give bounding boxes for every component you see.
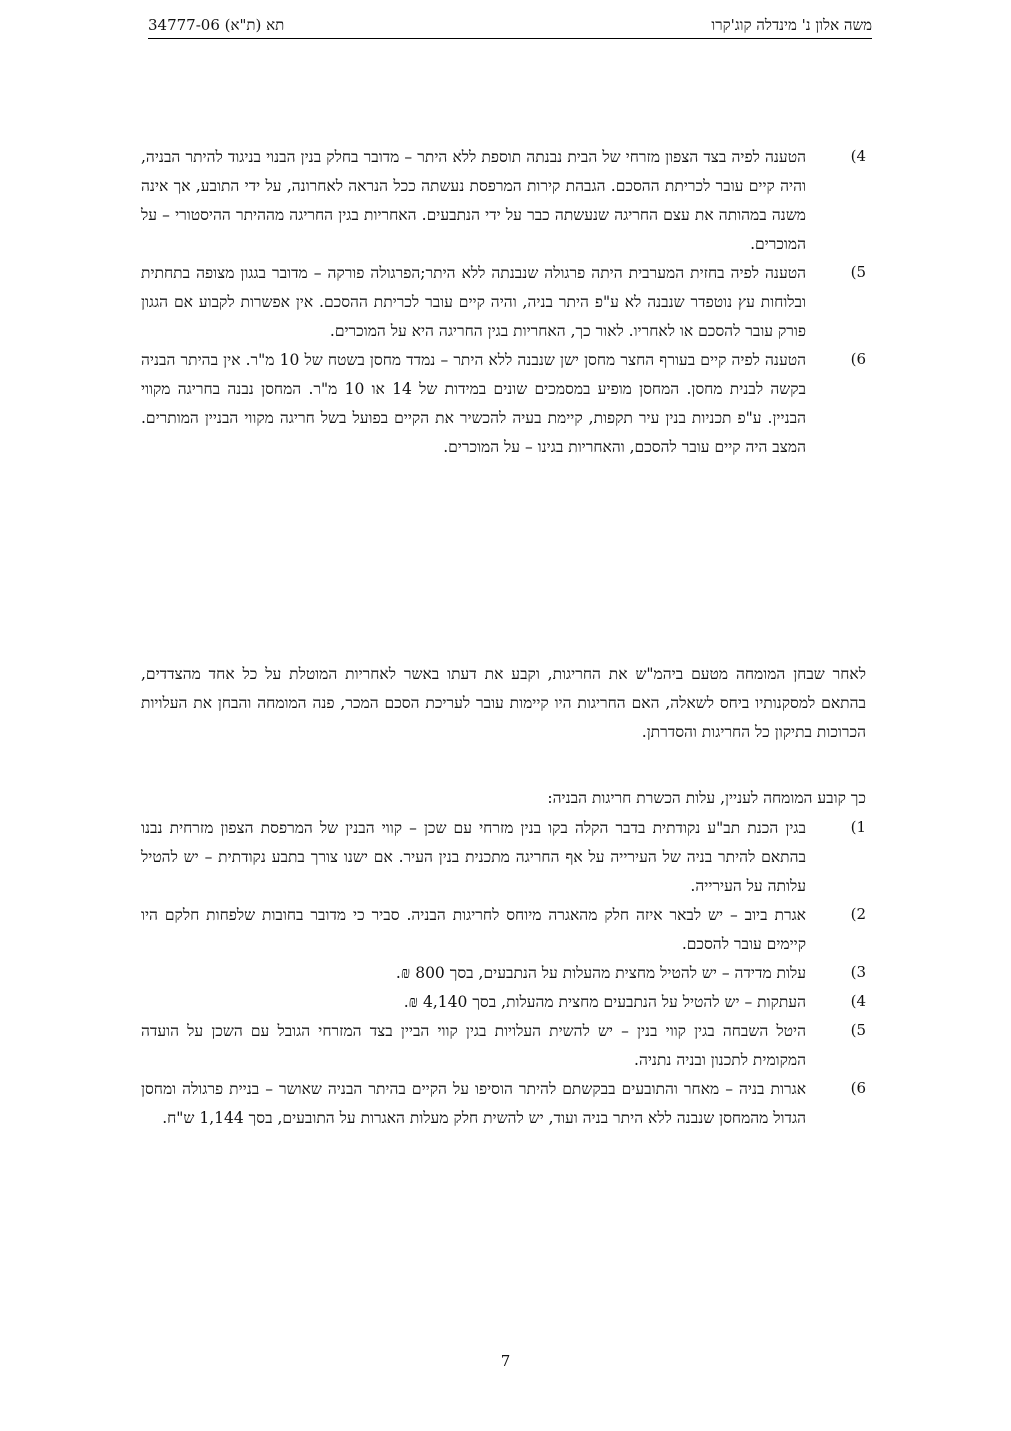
list-item [141, 814, 866, 901]
item-number: 6) [850, 1079, 866, 1097]
item-text: היטל השבחה בגין קווי בנין – יש להשית העלויות בגין קווי הביין בצד המזרחי הגובל עם השכן על הועדה המקומית לתכנון ובניה נתניה. [141, 1022, 806, 1069]
header-case-title: משה אלון נ' מינדלה קוג'קרו [711, 16, 872, 34]
header-case-number: תא (ת"א) 34777-06 [148, 16, 285, 34]
list-item [141, 346, 866, 462]
list-item [141, 1017, 866, 1075]
list-item [141, 1075, 866, 1133]
costs-list [141, 814, 866, 1133]
list-item [141, 143, 866, 259]
list-item [141, 959, 866, 988]
item-text: אגרת ביוב – יש לבאר איזה חלק מהאגרה מיוחס לחריגות הבניה. סביר כי מדובר בחובות שלפחות חלקם היו קיימים עובר להסכם. [141, 906, 806, 953]
item-number: 5) [850, 1021, 866, 1039]
list-intro-paragraph: כך קובע המומחה לעניין, עלות הכשרת חריגות הבניה: [547, 789, 866, 807]
body-paragraph: לאחר שבחן המומחה מטעם ביהמ"ש את החריגות, וקבע את דעתו באשר לאחריות המוטלת על כל אחד מהצדדים, בהתאם למסקנותיו ביחס לשאלה, האם החריגות היו קיימות עובר לעריכת הסכם המכר, פנה המומחה והבחן את העלויות הכרוכות בתיקון כל החריגות והסדרתן. [141, 665, 866, 741]
item-text: בגין הכנת תב"ע נקודתית בדבר הקלה בקו בנין מזרחי עם שכן – קווי הבנין של המרפסת הצפון מזרחית נבנו בהתאם להיתר בניה של העירייה על אף החריגה מתכנית בנין העיר. אם ישנו צורך בתבע נקודתית – יש להטיל עלותה על העירייה. [141, 819, 806, 895]
item-number: 2) [850, 905, 866, 923]
list-item [141, 259, 866, 346]
item-number: 3) [850, 963, 866, 981]
item-text: העתקות – יש להטיל על הנתבעים מחצית מהעלות, בסך 4,140 ₪. [403, 993, 806, 1011]
item-text: עלות מדידה – יש להטיל מחצית מהעלות על הנתבעים, בסך 800 ₪. [395, 964, 806, 982]
item-number: 5) [850, 263, 866, 281]
list-item [141, 988, 866, 1017]
item-text: אגרות בניה – מאחר והתובעים בבקשתם להיתר הוסיפו על הקיים בהיתר הבניה שאושר – בניית פרגולה ומחסן הגדול מהמחסן שנבנה ללא היתר בניה ועוד, יש להשית חלק מעלות האגרות על התובעים, בסך 1,144 ש"ח. [141, 1080, 806, 1127]
item-text: הטענה לפיה בצד הצפון מזרחי של הבית נבנתה תוספת ללא היתר – מדובר בחלק בנין הבנוי בניגוד להיתר הבניה, והיה קיים עובר לכריתת ההסכם. הגבהת קירות המרפסת נעשתה ככל הנראה לאחרונה, על ידי התובע, אך אינה משנה במהותה את עצם החריגה שנעשתה כבר על ידי הנתבעים. האחריות בגין החריגה מההיתר ההיסטורי – על המוכרים. [141, 148, 806, 253]
list-item [141, 901, 866, 959]
item-number: 4) [850, 992, 866, 1010]
claims-list [141, 143, 866, 462]
page-header [148, 12, 872, 39]
item-number: 4) [850, 147, 866, 165]
item-number: 1) [850, 818, 866, 836]
page-number: 7 [500, 1352, 511, 1370]
item-number: 6) [850, 350, 866, 368]
item-text: הטענה לפיה בחזית המערבית היתה פרגולה שנבנתה ללא היתר;הפרגולה פורקה – מדובר בגגון מצופה בתחתית ובלוחות עץ נוטפדר שנבנה לא ע"פ היתר בניה, והיה קיים עובר לכריתת ההסכם. אין אפשרות לקבוע אם הגגון פורק עובר להסכם או לאחריו. לאור כך, האחריות בגין החריגה היא על המוכרים. [141, 264, 806, 340]
item-text: הטענה לפיה קיים בעורף החצר מחסן ישן שנבנה ללא היתר – נמדד מחסן בשטח של 10 מ"ר. אין בהיתר הבניה בקשה לבנית מחסן. המחסן מופיע במסמכים שונים במידות של 14 או 10 מ"ר. המחסן נבנה בחריגה מקווי הבניין. ע"פ תכניות בנין עיר תקפות, קיימת בעיה להכשיר את הקיים בפועל בשל חריגה מקווי הבניין המותרים. המצב היה קיים עובר להסכם, והאחריות בגינו – על המוכרים. [141, 351, 807, 456]
